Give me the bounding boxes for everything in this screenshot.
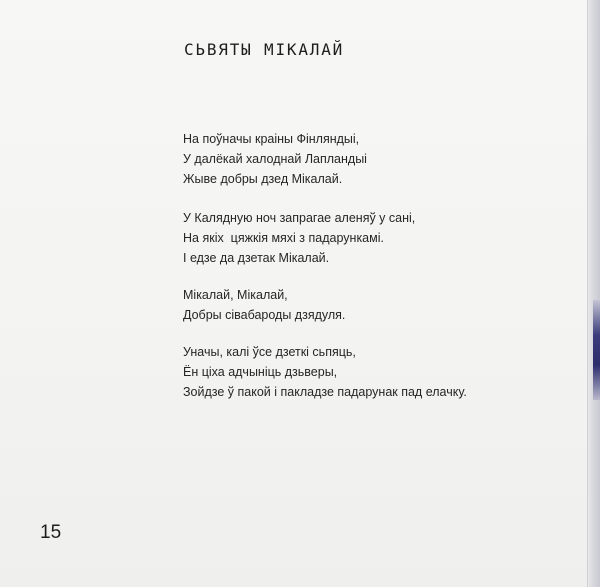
binding-shadow [593, 300, 600, 400]
page-number: 15 [40, 522, 62, 543]
stanza-1 [183, 129, 367, 189]
stanza-line: Жыве добры дзед Мікалай. [183, 172, 343, 186]
stanza-4 [183, 342, 467, 402]
stanza-line: У Калядную ноч запрагае аленяў у сані, [183, 211, 416, 225]
poem-title: СЬВЯТЫ МІКАЛАЙ [184, 40, 345, 59]
stanza-line: На поўначы краіны Фінляндыі, [183, 132, 360, 146]
stanza-line: На якіх цяжкія мяхі з падарункамі. [183, 231, 384, 245]
stanza-line: Зойдзе ў пакой і пакладзе падарунак пад елачку. [183, 385, 467, 399]
stanza-line: Ён ціха адчыніць дзьверы, [183, 365, 338, 379]
stanza-line: У далёкай халоднай Лапландыі [183, 152, 367, 166]
stanza-2 [183, 208, 415, 268]
page-edge [587, 0, 600, 587]
stanza-line: Добры сівабароды дзядуля. [183, 308, 346, 322]
stanza-line: І едзе да дзетак Мікалай. [183, 251, 330, 265]
stanza-line: Мікалай, Мікалай, [183, 288, 288, 302]
stanza-3 [183, 285, 345, 325]
stanza-line: Уначы, калі ўсе дзеткі сьпяць, [183, 345, 356, 359]
